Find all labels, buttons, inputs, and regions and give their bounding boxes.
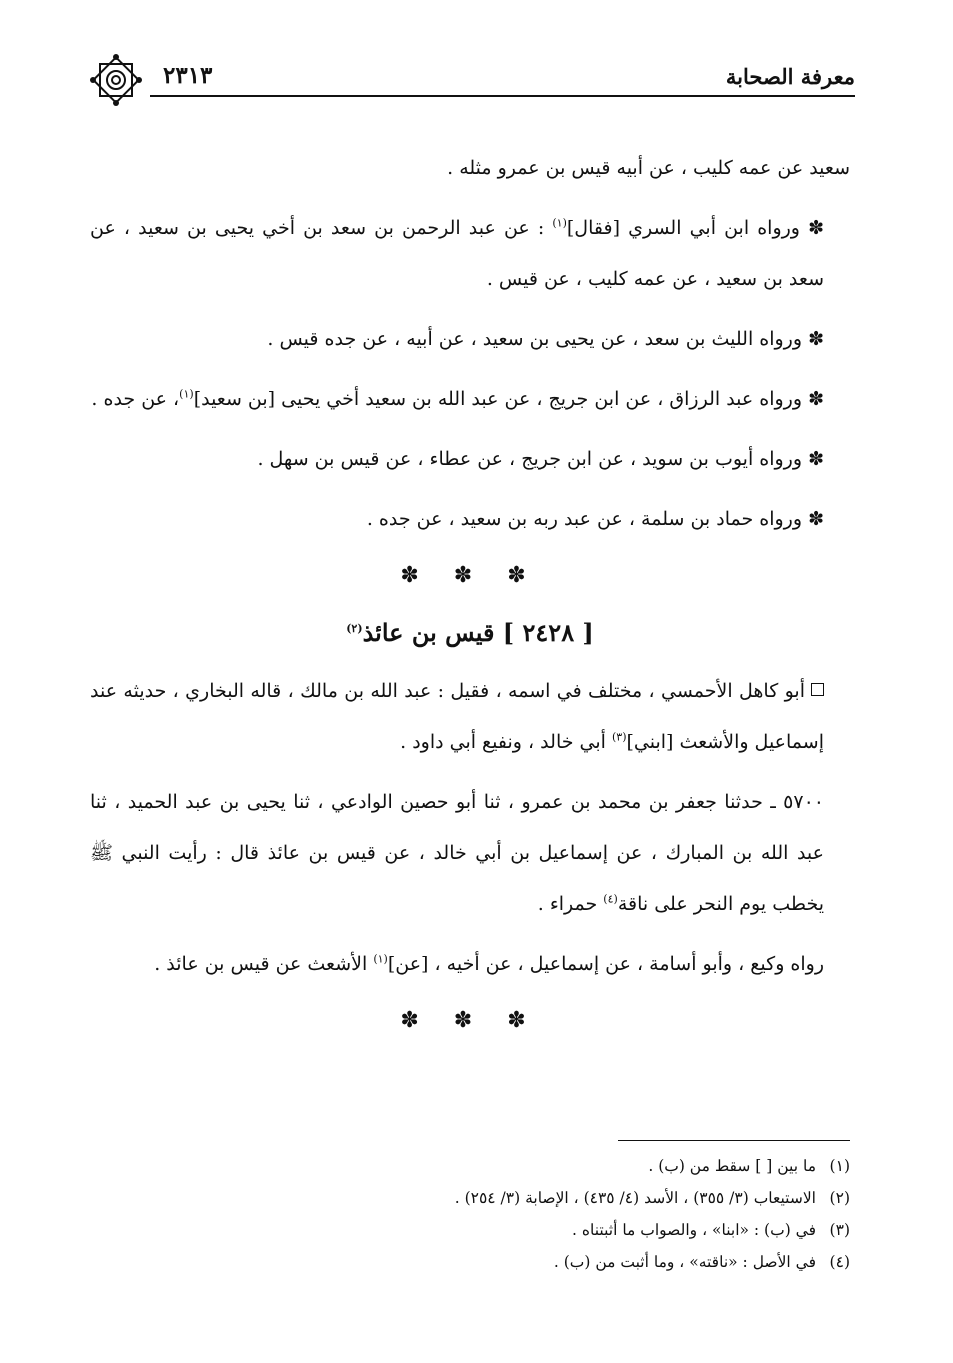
- square-icon: [811, 683, 824, 696]
- section-divider: ✽ ✽ ✽: [400, 563, 540, 588]
- header-rule: [150, 95, 855, 97]
- main-text: [90, 143, 850, 1053]
- page-number: ٢٣١٣: [163, 62, 213, 89]
- footnote-ref: (١): [373, 952, 388, 966]
- paragraph: رواه وكيع ، وأبو أسامة ، عن إسماعيل ، عن أخيه ، [عن]$^{(١)}$ الأشعث عن قيس بن عائذ .: [154, 952, 824, 975]
- footnote-rule: [618, 1140, 850, 1141]
- paragraph: ✽ ورواه الليث بن سعد ، عن يحيى بن سعيد ، عن أبيه ، عن جده قيس .: [267, 328, 824, 350]
- entry-title: [ ٢٤٢٨ ] قيس بن عائذ$^{(٢)}$: [346, 618, 594, 647]
- section-divider: ✽ ✽ ✽: [400, 1008, 540, 1033]
- paragraph: أبو كاهل الأحمسي ، مختلف في اسمه ، فقيل : عبد الله بن مالك ، قاله البخاري ، حديثه عند إسماعيل والأشعث [ابني]$^{(٣)}$ أبي خالد ، ونفيع أبي داود .: [90, 680, 824, 753]
- ornament-icon: [88, 52, 144, 108]
- footnote: (٢)الاستيعاب (٣/ ٣٥٥) ، الأسد (٤/ ٤٣٥) ، الإصابة (٣/ ٢٥٤) .: [454, 1189, 850, 1207]
- footnote: (٤)في الأصل : «ناقته» ، وما أثبت من (ب) .: [553, 1253, 850, 1271]
- paragraph: سعيد عن عمه كليب ، عن أبيه قيس بن عمرو مثله .: [447, 157, 850, 179]
- footnote: (١)ما بين [ ] سقط من (ب) .: [648, 1157, 850, 1175]
- paragraph: ✽ ورواه أيوب بن سويد ، عن ابن جريج ، عن عطاء ، عن قيس بن سهل .: [257, 448, 824, 470]
- page-header: [88, 52, 855, 106]
- footnote: (٣)في (ب) : «ابنا» ، والصواب ما أثبتناه .: [572, 1221, 850, 1239]
- book-title: معرفة الصحابة: [725, 64, 855, 89]
- footnote-ref: (٣): [611, 730, 627, 744]
- paragraph: ✽ ورواه عبد الرزاق ، عن ابن جريج ، عن عبد الله بن سعيد أخي يحيى [بن سعيد]$^{(١)}$، عن جده .: [91, 387, 824, 410]
- footnote-ref: (١): [552, 216, 567, 230]
- footnote-ref: (١): [179, 387, 194, 401]
- paragraph: ✽ ورواه ابن أبي السري [فقال]$^{(١)}$ : عن عبد الرحمن بن سعد بن أخي يحيى بن سعيد ، عن سعد بن سعيد ، عن عمه كليب ، عن قيس .: [90, 216, 825, 290]
- footnote-ref: (٢): [346, 622, 363, 635]
- footnotes: [90, 1150, 850, 1278]
- paragraph: ٥٧٠٠ ـ حدثنا جعفر بن محمد بن عمرو ، ثنا أبو حصين الوادعي ، ثنا يحيى بن عبد الحميد ، ثنا عبد الله بن المبارك ، عن إسماعيل بن أبي خالد ، عن قيس بن عائذ قال : رأيت النبي ﷺ يخطب يوم النحر على ناقة$^{(٤)}$ حمراء .: [90, 791, 824, 915]
- paragraph: ✽ ورواه حماد بن سلمة ، عن عبد ربه بن سعيد ، عن جده .: [366, 508, 824, 530]
- footnote-ref: (٤): [603, 892, 618, 906]
